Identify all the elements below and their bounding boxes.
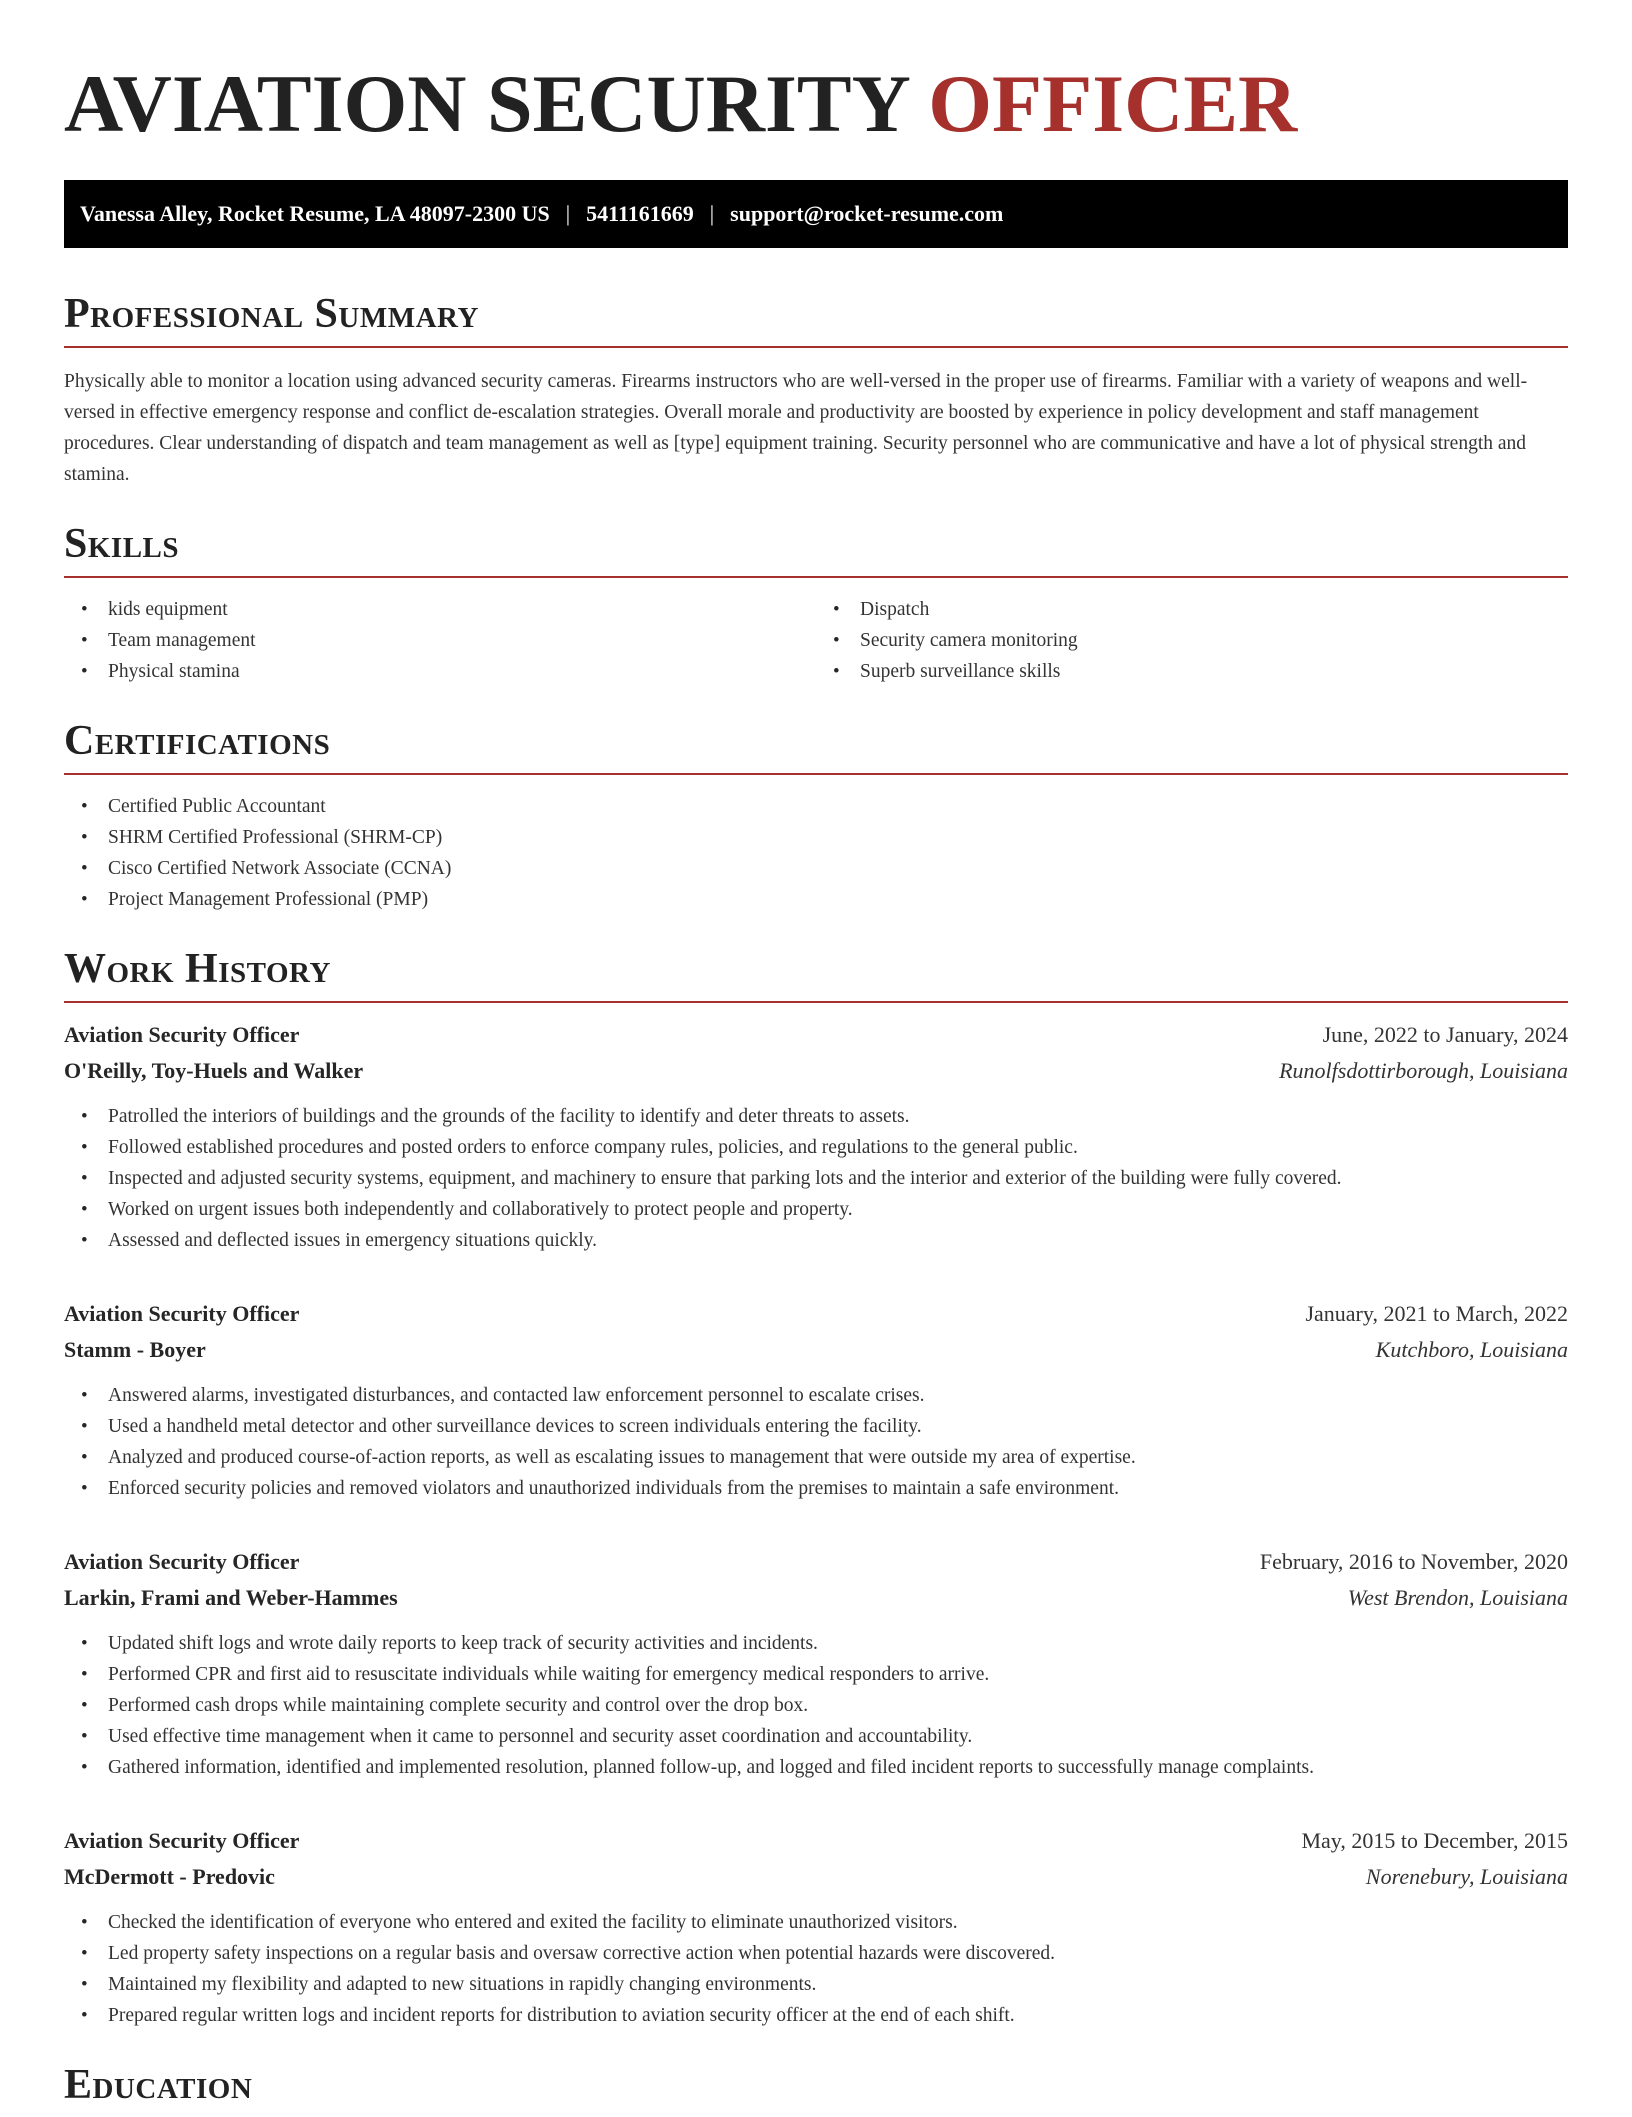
job-title: Aviation Security Officer bbox=[64, 1022, 300, 1047]
job-dates: January, 2021 to March, 2022 bbox=[1305, 1301, 1568, 1326]
contact-phone: 5411161669 bbox=[586, 201, 694, 226]
job-duty: • Followed established procedures and posted orders to enforce company rules, policies, and regulations to the general public. bbox=[64, 1132, 1568, 1163]
job-location: West Brendon, Louisiana bbox=[1347, 1585, 1568, 1610]
contact-email: support@rocket-resume.com bbox=[730, 201, 1004, 226]
job-header-row bbox=[64, 1823, 1568, 1859]
job-duty: • Analyzed and produced course-of-action reports, as well as escalating issues to management that were outside my area of expertise. bbox=[64, 1442, 1568, 1473]
job-duty: • Used a handheld metal detector and other surveillance devices to screen individuals entering the facility. bbox=[64, 1411, 1568, 1442]
job-company-row bbox=[64, 1859, 1568, 1895]
job-duty: • Checked the identification of everyone who entered and exited the facility to eliminate unauthorized visitors. bbox=[64, 1907, 1568, 1938]
section-heading: Certifications bbox=[64, 717, 1568, 775]
job-duty: • Prepared regular written logs and incident reports for distribution to aviation security officer at the end of each shift. bbox=[64, 2000, 1568, 2031]
section-heading: Professional Summary bbox=[64, 290, 1568, 348]
contact-address: Vanessa Alley, Rocket Resume, LA 48097-2300 US bbox=[80, 201, 550, 226]
certification-item: • Certified Public Accountant bbox=[64, 791, 1568, 822]
job-company: Stamm - Boyer bbox=[64, 1337, 206, 1362]
job-duty: • Answered alarms, investigated disturbances, and contacted law enforcement personnel to escalate crises. bbox=[64, 1380, 1568, 1411]
skill-item: • kids equipment bbox=[64, 594, 816, 625]
section-heading: Skills bbox=[64, 520, 1568, 578]
job-duties-list bbox=[64, 1101, 1568, 1256]
job-entry bbox=[64, 1823, 1568, 2031]
skills-list-right bbox=[816, 594, 1568, 687]
skills-list-left bbox=[64, 594, 816, 687]
job-duty: • Assessed and deflected issues in emergency situations quickly. bbox=[64, 1225, 1568, 1256]
certifications-list bbox=[64, 791, 1568, 915]
resume-title bbox=[64, 58, 1568, 150]
job-duty: • Updated shift logs and wrote daily reports to keep track of security activities and incidents. bbox=[64, 1628, 1568, 1659]
job-company: O'Reilly, Toy-Huels and Walker bbox=[64, 1058, 364, 1083]
job-entry bbox=[64, 1017, 1568, 1256]
certifications-section bbox=[64, 717, 1568, 915]
job-header-row bbox=[64, 1017, 1568, 1053]
job-duty: • Used effective time management when it came to personnel and security asset coordination and accountability. bbox=[64, 1721, 1568, 1752]
skill-item: • Team management bbox=[64, 625, 816, 656]
job-location: Kutchboro, Louisiana bbox=[1375, 1337, 1568, 1362]
job-duty: • Inspected and adjusted security systems, equipment, and machinery to ensure that parking lots and the interior and exterior of the building were fully covered. bbox=[64, 1163, 1568, 1194]
contact-bar bbox=[64, 180, 1568, 248]
job-duty: • Led property safety inspections on a regular basis and oversaw corrective action when potential hazards were discovered. bbox=[64, 1938, 1568, 1969]
job-company: Larkin, Frami and Weber-Hammes bbox=[64, 1585, 398, 1610]
section-heading: Work History bbox=[64, 945, 1568, 1003]
job-company-row bbox=[64, 1332, 1568, 1368]
job-duty: • Performed CPR and first aid to resuscitate individuals while waiting for emergency medical responders to arrive. bbox=[64, 1659, 1568, 1690]
work-history-section bbox=[64, 945, 1568, 2031]
skill-item: • Security camera monitoring bbox=[816, 625, 1568, 656]
job-company: McDermott - Predovic bbox=[64, 1864, 275, 1889]
job-title: Aviation Security Officer bbox=[64, 1301, 300, 1326]
certification-item: • SHRM Certified Professional (SHRM-CP) bbox=[64, 822, 1568, 853]
job-duty: • Gathered information, identified and implemented resolution, planned follow-up, and logged and filed incident reports to successfully manage complaints. bbox=[64, 1752, 1568, 1783]
job-entry bbox=[64, 1544, 1568, 1783]
title-main: AVIATION SECURITY bbox=[64, 58, 908, 149]
job-duty: • Enforced security policies and removed violators and unauthorized individuals from the premises to maintain a safe environment. bbox=[64, 1473, 1568, 1504]
job-duties-list bbox=[64, 1628, 1568, 1783]
skills-section bbox=[64, 520, 1568, 687]
job-location: Runolfsdottirborough, Louisiana bbox=[1279, 1058, 1568, 1083]
skills-grid bbox=[64, 594, 1568, 687]
job-duties-list bbox=[64, 1907, 1568, 2031]
summary-section bbox=[64, 290, 1568, 490]
job-title: Aviation Security Officer bbox=[64, 1828, 300, 1853]
job-company-row bbox=[64, 1580, 1568, 1616]
job-duty: • Patrolled the interiors of buildings and the grounds of the facility to identify and deter threats to assets. bbox=[64, 1101, 1568, 1132]
skill-item: • Physical stamina bbox=[64, 656, 816, 687]
skill-item: • Dispatch bbox=[816, 594, 1568, 625]
job-location: Norenebury, Louisiana bbox=[1365, 1864, 1568, 1889]
job-dates: February, 2016 to November, 2020 bbox=[1259, 1549, 1568, 1574]
job-header-row bbox=[64, 1544, 1568, 1580]
job-dates: May, 2015 to December, 2015 bbox=[1301, 1828, 1568, 1853]
job-duty: • Performed cash drops while maintaining complete security and control over the drop box. bbox=[64, 1690, 1568, 1721]
job-dates: June, 2022 to January, 2024 bbox=[1322, 1022, 1568, 1047]
skill-item: • Superb surveillance skills bbox=[816, 656, 1568, 687]
job-title: Aviation Security Officer bbox=[64, 1549, 300, 1574]
title-accent: OFFICER bbox=[928, 58, 1298, 149]
job-entry bbox=[64, 1296, 1568, 1504]
job-duty: • Maintained my flexibility and adapted to new situations in rapidly changing environments. bbox=[64, 1969, 1568, 2000]
job-duties-list bbox=[64, 1380, 1568, 1504]
job-duty: • Worked on urgent issues both independently and collaboratively to protect people and property. bbox=[64, 1194, 1568, 1225]
contact-separator: | bbox=[709, 201, 715, 226]
summary-text: Physically able to monitor a location using advanced security cameras. Firearms instructors who are well-versed in the proper use of firearms. Familiar with a variety of weapons and well-versed in effective emergency response and conflict de-escalation strategies. Overall morale and productivity are boosted by experience in policy development and staff management procedures. Clear understanding of dispatch and team management as well as [type] equipment training. Security personnel who are communicative and have a lot of physical strength and stamina. bbox=[64, 371, 1528, 485]
contact-separator: | bbox=[565, 201, 571, 226]
certification-item: • Project Management Professional (PMP) bbox=[64, 884, 1568, 915]
certification-item: • Cisco Certified Network Associate (CCNA) bbox=[64, 853, 1568, 884]
job-company-row bbox=[64, 1053, 1568, 1089]
education-section bbox=[64, 2061, 1568, 2117]
job-header-row bbox=[64, 1296, 1568, 1332]
section-heading: Education bbox=[64, 2062, 253, 2108]
